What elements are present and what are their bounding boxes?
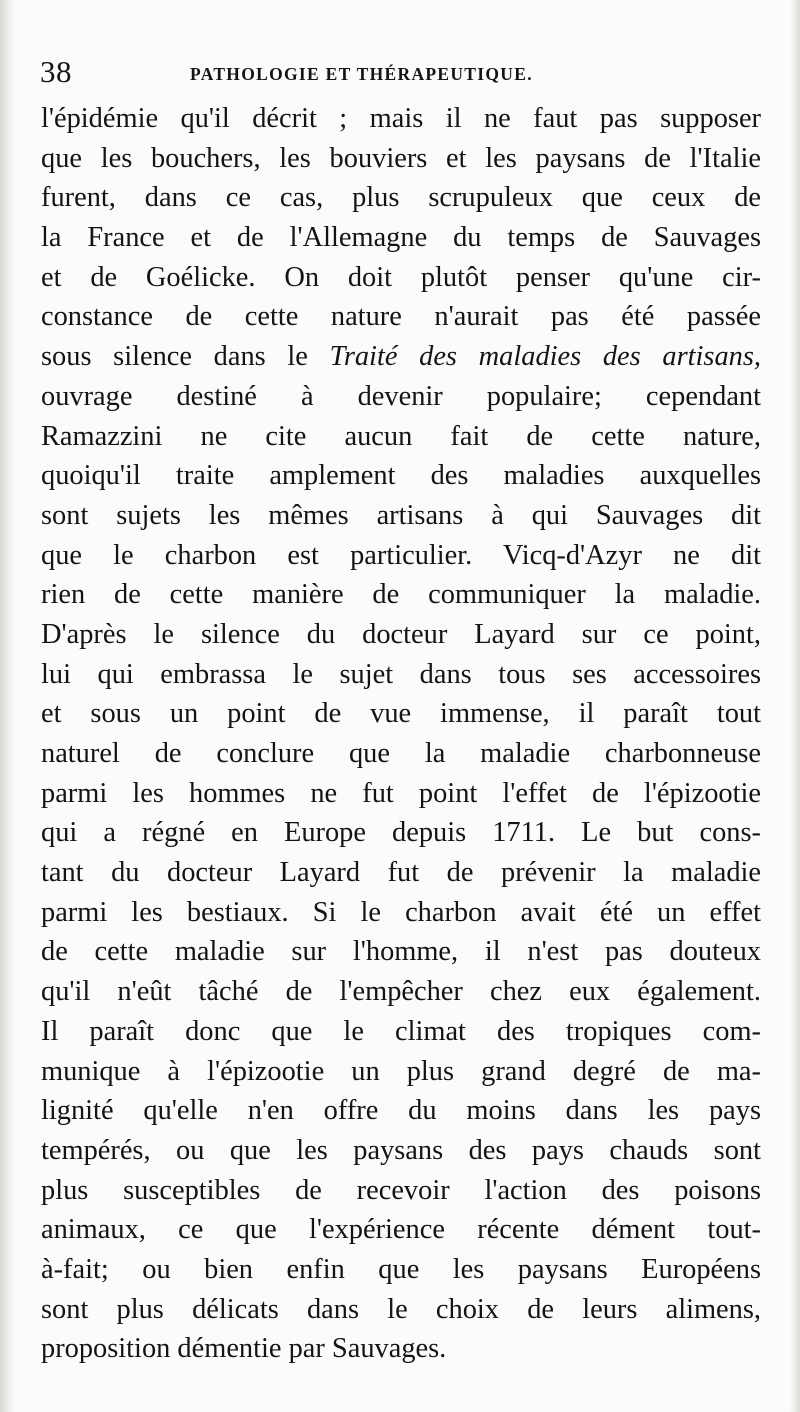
text-line: et de Goélicke. On doit plutôt penser qu'une cir- — [41, 261, 761, 293]
text-line: plus susceptibles de recevoir l'action des poisons — [41, 1174, 761, 1206]
text-line: l'épidémie qu'il décrit ; mais il ne faut pas supposer — [41, 103, 761, 134]
text-segment: sous silence dans le — [41, 341, 330, 373]
text-line: ouvrage destiné à devenir populaire; cependant — [41, 380, 761, 412]
text-line: de cette maladie sur l'homme, il n'est pas douteux — [41, 936, 761, 968]
page-header — [40, 52, 760, 92]
running-head: PATHOLOGIE ET THÉRAPEUTIQUE. — [190, 64, 533, 84]
text-line: quoiqu'il traite amplement des maladies auxquelles — [41, 460, 761, 492]
italic-title: Traité des maladies des artisans, — [329, 341, 761, 373]
text-line: furent, dans ce cas, plus scrupuleux que ceux de — [41, 182, 761, 214]
text-line: rien de cette manière de communiquer la maladie. — [41, 579, 761, 611]
text-line: lignité qu'elle n'en offre du moins dans les pays — [41, 1095, 761, 1127]
text-line: D'après le silence du docteur Layard sur ce point, — [41, 618, 761, 650]
text-line: Il paraît donc que le climat des tropiques com- — [41, 1015, 761, 1047]
text-line: animaux, ce que l'expérience récente dément tout- — [41, 1214, 761, 1246]
text-line: qui a régné en Europe depuis 1711. Le but cons- — [41, 817, 761, 849]
text-line: sont sujets les mêmes artisans à qui Sauvages dit — [41, 499, 761, 531]
text-line-with-italic — [41, 337, 761, 377]
text-line: parmi les hommes ne fut point l'effet de l'épizootie — [41, 777, 761, 809]
text-line: à-fait; ou bien enfin que les paysans Européens — [41, 1253, 761, 1285]
text-line: qu'il n'eût tâché de l'empêcher chez eux également. — [41, 976, 761, 1008]
text-line: lui qui embrassa le sujet dans tous ses accessoires — [41, 658, 761, 690]
text-line: tempérés, ou que les paysans des pays chauds sont — [41, 1134, 761, 1166]
text-line: constance de cette nature n'aurait pas été passée — [41, 301, 761, 333]
text-line: tant du docteur Layard fut de prévenir la maladie — [41, 857, 761, 889]
text-line: munique à l'épizootie un plus grand degré de ma- — [41, 1055, 761, 1087]
body-text — [41, 99, 761, 1369]
text-line: que le charbon est particulier. Vicq-d'Azyr ne dit — [41, 539, 761, 571]
text-line: que les bouchers, les bouviers et les paysans de l'Italie — [41, 142, 761, 174]
text-line: parmi les bestiaux. Si le charbon avait été un effet — [41, 896, 761, 928]
text-line: et sous un point de vue immense, il paraît tout — [41, 698, 761, 730]
text-line-last: proposition démentie par Sauvages. — [41, 1333, 447, 1365]
text-line: naturel de conclure que la maladie charbonneuse — [41, 738, 761, 769]
text-line: la France et de l'Allemagne du temps de Sauvages — [41, 222, 761, 254]
page-number: 38 — [40, 54, 72, 89]
text-line: sont plus délicats dans le choix de leurs alimens, — [41, 1293, 761, 1325]
text-line: Ramazzini ne cite aucun fait de cette nature, — [41, 420, 761, 452]
